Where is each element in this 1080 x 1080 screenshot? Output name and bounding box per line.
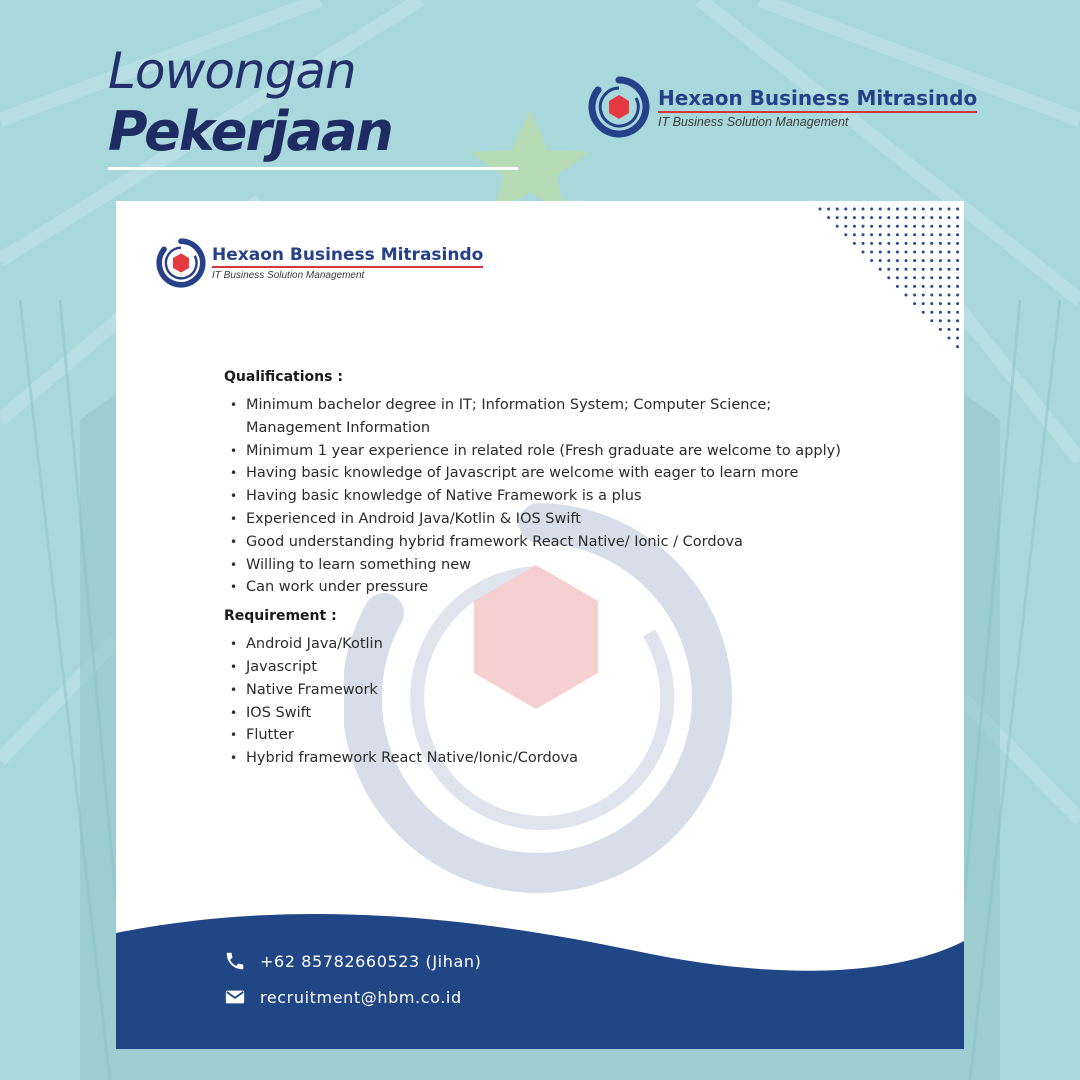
requirement-list bbox=[224, 633, 844, 770]
dot-pattern-decoration bbox=[816, 201, 964, 351]
list-item: • Good understanding hybrid framework React Native/ Ionic / Cordova bbox=[224, 531, 844, 554]
hexagon-ring-logo-icon bbox=[156, 238, 206, 288]
qualifications-list bbox=[224, 394, 844, 599]
contact-phone[interactable] bbox=[224, 950, 481, 972]
requirement-heading: Requirement : bbox=[224, 608, 337, 625]
hexagon-ring-logo-icon bbox=[588, 76, 650, 138]
list-item: • Experienced in Android Java/Kotlin & IOS Swift bbox=[224, 508, 844, 531]
list-item: • Javascript bbox=[224, 656, 844, 679]
job-card bbox=[116, 201, 964, 1049]
title-line-2: Pekerjaan bbox=[108, 100, 392, 163]
brand-name: Hexaon Business Mitrasindo bbox=[212, 245, 483, 268]
footer-wave bbox=[116, 901, 964, 1049]
phone-number: +62 85782660523 (Jihan) bbox=[260, 951, 482, 971]
list-item: • Android Java/Kotlin bbox=[224, 633, 844, 656]
contact-email[interactable] bbox=[224, 986, 462, 1008]
brand-tagline: IT Business Solution Management bbox=[212, 270, 365, 281]
list-item: • Minimum bachelor degree in IT; Information System; Computer Science; Management Information bbox=[224, 394, 844, 440]
brand-name: Hexaon Business Mitrasindo bbox=[658, 86, 977, 113]
list-item: • Willing to learn something new bbox=[224, 554, 844, 577]
brand-tagline: IT Business Solution Management bbox=[658, 114, 849, 129]
list-item: • Flutter bbox=[224, 724, 844, 747]
page-title bbox=[108, 40, 392, 162]
list-item: • Having basic knowledge of Javascript are welcome with eager to learn more bbox=[224, 462, 844, 485]
list-item: • IOS Swift bbox=[224, 702, 844, 725]
phone-icon bbox=[224, 950, 246, 972]
title-line-1: Lowongan bbox=[108, 42, 356, 100]
header-brand-logo bbox=[588, 76, 977, 138]
list-item: • Native Framework bbox=[224, 679, 844, 702]
title-underline bbox=[108, 167, 518, 170]
qualifications-heading: Qualifications : bbox=[224, 369, 343, 385]
job-details bbox=[224, 369, 844, 770]
card-brand-logo bbox=[156, 238, 483, 288]
list-item: • Having basic knowledge of Native Framework is a plus bbox=[224, 485, 844, 508]
envelope-icon bbox=[224, 986, 246, 1008]
list-item: • Minimum 1 year experience in related role (Fresh graduate are welcome to apply) bbox=[224, 440, 844, 463]
email-address: recruitment@hbm.co.id bbox=[260, 987, 462, 1007]
list-item: • Can work under pressure bbox=[224, 576, 844, 599]
list-item: • Hybrid framework React Native/Ionic/Cordova bbox=[224, 747, 844, 770]
